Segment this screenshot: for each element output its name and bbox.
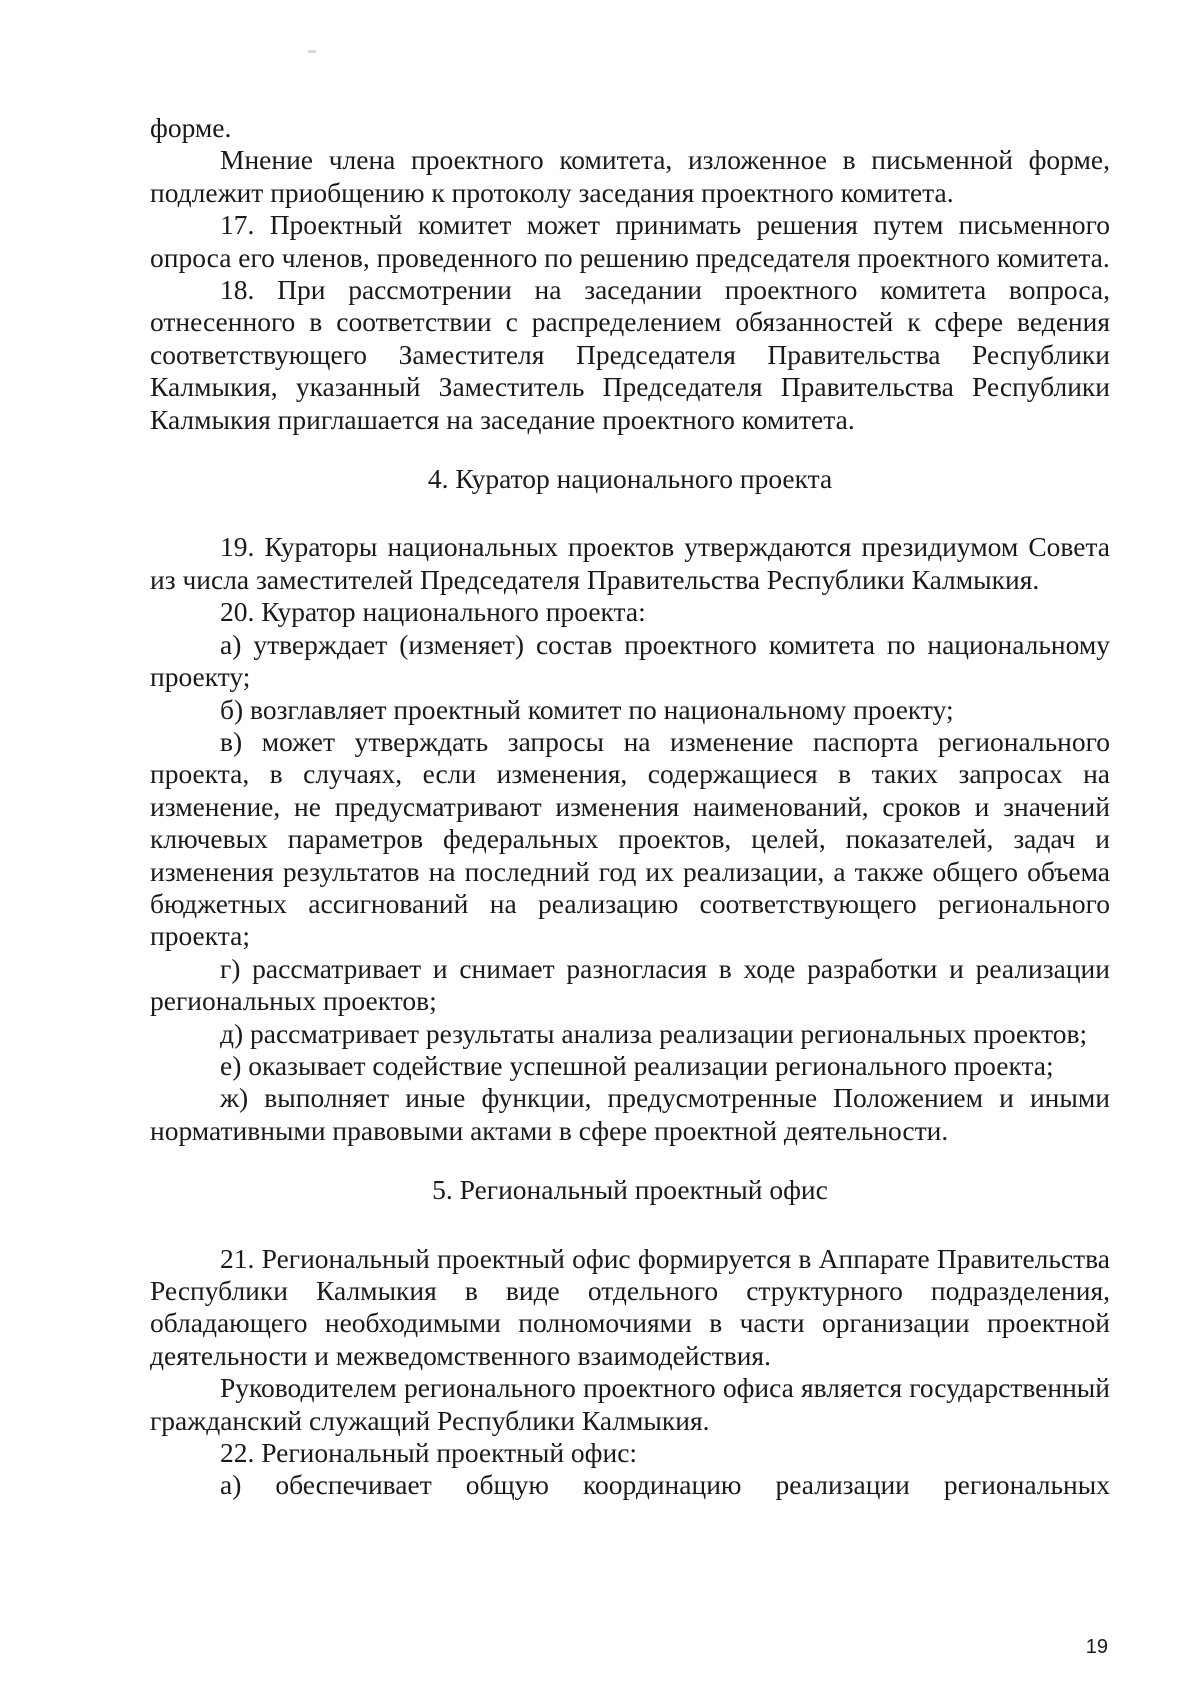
- paragraph-17: 17. Проектный комитет может принимать решения путем письменного опроса его членов, проведенного по решению председателя проектного комитета.: [150, 209, 1110, 273]
- scan-artifact: [308, 50, 316, 53]
- paragraph-20-g: г) рассматривает и снимает разногласия в ходе разработки и реализации региональных проектов;: [150, 952, 1110, 1017]
- paragraph-20-v: в) может утверждать запросы на изменение паспорта регионального проекта, в случаях, если изменения, содержащиеся в таких запросах на изменение, не предусматривают изменения наименований, сроков и значений ключевых параметров федеральных проектов, целей, показателей, задач и изменения результатов на последний год их реализации, а также общего объема бюджетных ассигнований на реализацию соответствующего регионального проекта;: [150, 725, 1110, 952]
- paragraph-22: 22. Региональный проектный офис:: [220, 1437, 638, 1469]
- paragraph-21: 21. Региональный проектный офис формируется в Аппарате Правительства Республики Калмыкия в виде отдельного структурного подразделения, обладающего необходимыми полномочиями в части организации проектной деятельности и межведомственного взаимодействия.: [150, 1242, 1110, 1371]
- document-page: [150, 112, 1110, 1502]
- section-heading-5: 5. Региональный проектный офис: [432, 1174, 828, 1206]
- paragraph-continuation: форме.: [150, 112, 232, 143]
- paragraph-19: 19. Кураторы национальных проектов утверждаются президиумом Совета из числа заместителей Председателя Правительства Республики Калмыкия.: [150, 531, 1110, 595]
- paragraph-20-a: а) утверждает (изменяет) состав проектного комитета по национальному проекту;: [150, 628, 1110, 693]
- paragraph-20-b: б) возглавляет проектный комитет по национальному проекту;: [220, 693, 954, 725]
- paragraph-head-of-office: Руководителем регионального проектного офиса является государственный гражданский служащий Республики Калмыкия.: [150, 1372, 1110, 1436]
- paragraph-written-opinion: Мнение члена проектного комитета, изложенное в письменной форме, подлежит приобщению к протоколу заседания проектного комитета.: [150, 144, 1110, 208]
- paragraph-20: 20. Куратор национального проекта:: [220, 596, 646, 628]
- paragraph-20-e: е) оказывает содействие успешной реализации регионального проекта;: [220, 1049, 1054, 1081]
- paragraph-18: 18. При рассмотрении на заседании проектного комитета вопроса, отнесенного в соответствии с распределением обязанностей к сфере ведения соответствующего Заместителя Председателя Правительства Республики Калмыкия, указанный Заместитель Председателя Правительства Республики Калмыкия приглашается на заседание проектного комитета.: [150, 274, 1110, 435]
- page-number: 19: [1085, 1636, 1108, 1658]
- section-heading-4: 4. Куратор национального проекта: [427, 463, 833, 495]
- paragraph-20-zh: ж) выполняет иные функции, предусмотренные Положением и иными нормативными правовыми актами в сфере проектной деятельности.: [150, 1082, 1110, 1146]
- paragraph-20-d: д) рассматривает результаты анализа реализации региональных проектов;: [220, 1017, 1088, 1049]
- paragraph-22-a: а) обеспечивает общую координацию реализации региональных: [220, 1469, 1110, 1501]
